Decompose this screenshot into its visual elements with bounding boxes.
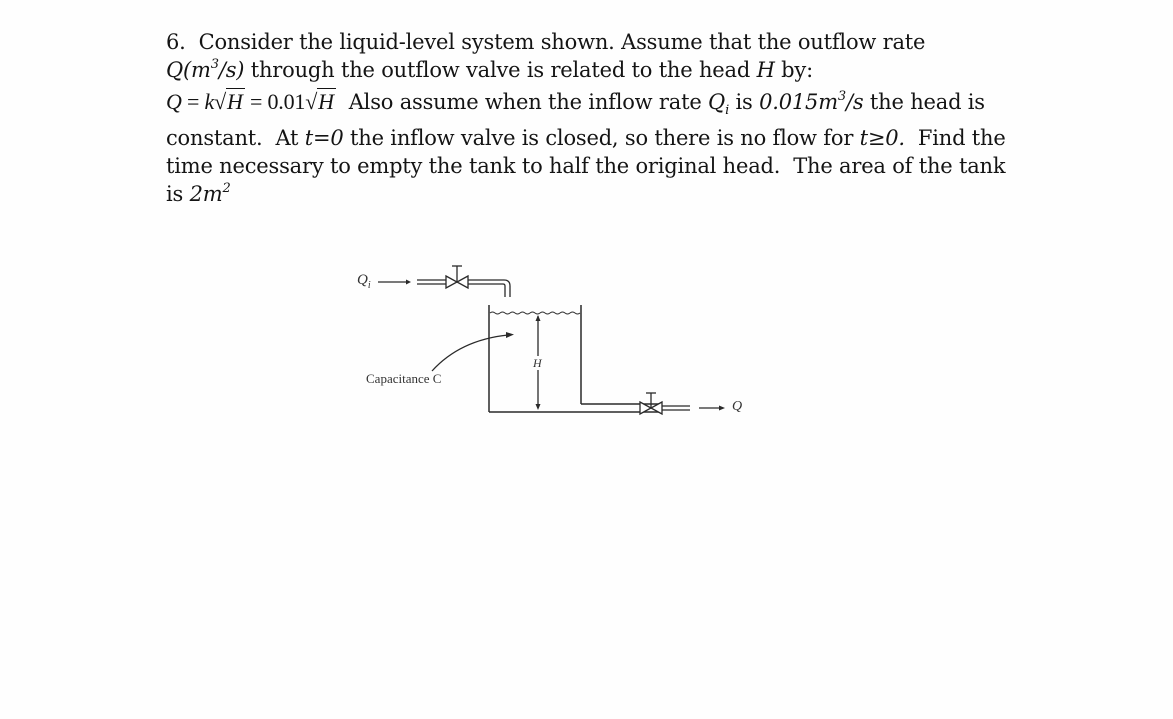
inflow-label: $Q_i$	[357, 272, 371, 291]
tank	[489, 305, 662, 412]
t-zero: t=0	[304, 126, 344, 150]
capacitance-label: Capacitance C	[366, 371, 442, 386]
liquid-level-diagram	[340, 240, 760, 440]
outflow-valve-icon	[640, 393, 662, 414]
head-label: H	[533, 356, 542, 370]
t-condition: t≥0.	[859, 126, 905, 150]
inflow-symbol: $Q_i$	[708, 90, 730, 119]
head-symbol: H	[756, 58, 775, 82]
outflow-label: Q	[732, 399, 743, 414]
water-surface	[490, 312, 580, 314]
inflow-rate-value: $0.015m^3/s$	[759, 89, 864, 114]
problem-line-4: constant. At t=0 the inflow valve is closed, so there is no flow for t≥0. Find the	[166, 126, 1006, 150]
problem-statement	[166, 28, 1026, 208]
flow-units: $Q(m^3/s)$	[166, 57, 245, 82]
problem-line-5: time necessary to empty the tank to half the original head. The area of the tank	[166, 154, 1006, 178]
tank-area-value: $2m^2$	[189, 181, 231, 206]
problem-text: Consider the liquid-level system shown. Assume that the outflow rate	[198, 30, 926, 54]
problem-line-1	[166, 28, 1026, 56]
capacitance-arrow-icon	[432, 335, 508, 371]
flow-equation: Q = k√H = 0.01√H	[166, 89, 334, 114]
tank-schematic	[340, 240, 760, 440]
problem-line-3: Q = k√H = 0.01√H Also assume when the inflow rate $Q_i$ is $0.015m^3/s$ the head is	[166, 89, 985, 119]
problem-number: 6.	[166, 30, 186, 54]
problem-line-6: is $2m^2$	[166, 181, 231, 206]
inflow-valve-icon	[446, 266, 468, 288]
problem-line-2: $Q(m^3/s)$ through the outflow valve is related to the head H by:	[166, 57, 813, 82]
